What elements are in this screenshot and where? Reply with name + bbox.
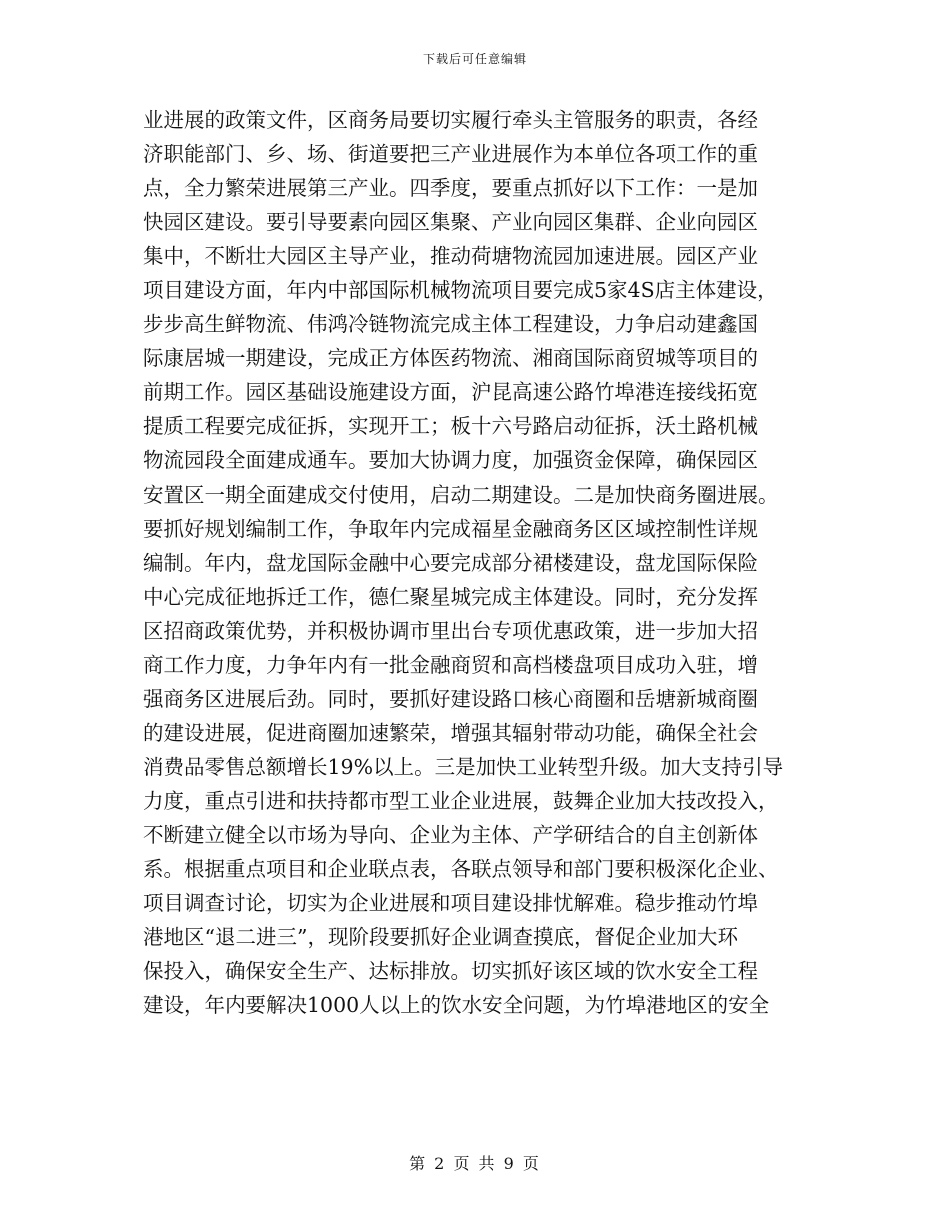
- body-line: 编制。年内，盘龙国际金融中心要完成部分裙楼建设，盘龙国际保险: [143, 550, 758, 575]
- body-line: 力度，重点引进和扶持都市型工业企业进展，鼓舞企业加大技改投入，: [143, 788, 779, 813]
- body-line: 消费品零售总额增长19%以上。三是加快工业转型升级。加大支持引导: [143, 754, 784, 779]
- body-line: 安置区一期全面建成交付使用，启动二期建设。二是加快商务圈进展。: [143, 482, 779, 507]
- body-line: 要抓好规划编制工作，争取年内完成福星金融商务区区域控制性详规: [143, 516, 758, 541]
- body-line: 的建设进展，促进商圈加速繁荣，增强其辐射带动功能，确保全社会: [143, 720, 758, 745]
- body-line: 物流园段全面建成通车。要加大协调力度，加强资金保障，确保园区: [143, 448, 758, 473]
- body-line: 项目调查讨论，切实为企业进展和项目建设排忧解难。稳步推动竹埠: [143, 891, 758, 916]
- body-line: 济职能部门、乡、场、街道要把三产业进展作为本单位各项工作的重: [143, 142, 758, 167]
- body-line: 业进展的政策文件，区商务局要切实履行牵头主管服务的职责，各经: [143, 108, 758, 132]
- body-line: 系。根据重点项目和企业联点表，各联点领导和部门要积极深化企业、: [143, 857, 779, 882]
- page-number: 第 2 页 共 9 页: [409, 1154, 541, 1173]
- page-header-note: 下载后可任意编辑: [422, 52, 527, 66]
- body-line: 前期工作。园区基础设施建设方面，沪昆高速公路竹埠港连接线拓宽: [143, 380, 758, 405]
- body-line: 建设，年内要解决1000人以上的饮水安全问题，为竹埠港地区的安全: [143, 993, 770, 1018]
- body-line: 步步高生鲜物流、伟鸿冷链物流完成主体工程建设，力争启动建鑫国: [143, 312, 758, 337]
- body-line: 保投入，确保安全生产、达标排放。切实抓好该区域的饮水安全工程: [143, 959, 758, 984]
- body-line: 港地区“退二进三”，现阶段要抓好企业调查摸底，督促企业加大环: [143, 925, 738, 950]
- body-line: 项目建设方面，年内中部国际机械物流项目要完成5家4S店主体建设，: [143, 278, 778, 303]
- document-body: [143, 103, 823, 1022]
- body-line: 集中，不断壮大园区主导产业，推动荷塘物流园加速进展。园区产业: [143, 244, 758, 269]
- body-line: 商工作力度，力争年内有一批金融商贸和高档楼盘项目成功入驻，增: [143, 652, 758, 677]
- body-line: 提质工程要完成征拆，实现开工；板十六号路启动征拆，沃土路机械: [143, 414, 758, 439]
- body-line: 中心完成征地拆迁工作，德仁聚星城完成主体建设。同时，充分发挥: [143, 584, 758, 609]
- body-line: 际康居城一期建设，完成正方体医药物流、湘商国际商贸城等项目的: [143, 346, 758, 371]
- body-line: 不断建立健全以市场为导向、企业为主体、产学研结合的自主创新体: [143, 822, 758, 847]
- body-line: 区招商政策优势，并积极协调市里出台专项优惠政策，进一步加大招: [143, 618, 758, 643]
- body-line: 点，全力繁荣进展第三产业。四季度，要重点抓好以下工作：一是加: [143, 176, 758, 201]
- body-line: 强商务区进展后劲。同时，要抓好建设路口核心商圈和岳塘新城商圈: [143, 686, 758, 711]
- body-line: 快园区建设。要引导要素向园区集聚、产业向园区集群、企业向园区: [143, 210, 758, 235]
